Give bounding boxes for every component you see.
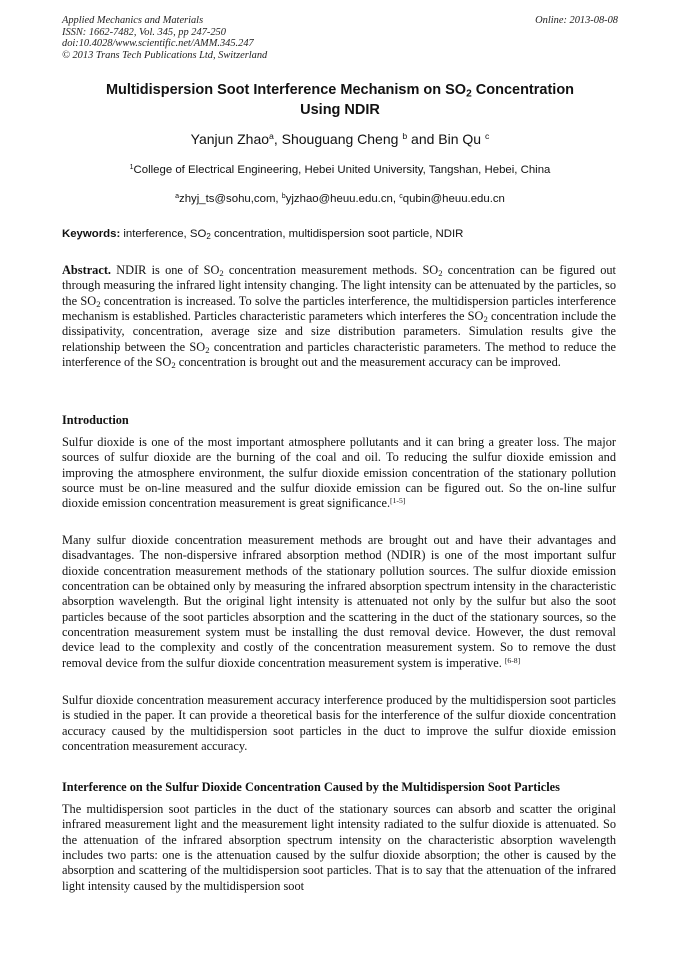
affiliation-mark: 1 — [129, 164, 134, 172]
keywords-label: Keywords: — [62, 228, 121, 240]
title-line-2: Using NDIR — [300, 102, 380, 118]
abstract-text: concentration measurement methods. SO — [223, 263, 439, 277]
email-2-mark: b — [281, 193, 286, 201]
introduction-paragraph-2 — [62, 533, 616, 671]
abstract-label: Abstract. — [62, 263, 112, 277]
so2-subscript: 2 — [171, 360, 176, 371]
so2-subscript: 2 — [438, 268, 443, 279]
so2-subscript: 2 — [96, 298, 101, 309]
online-date: Online: 2013-08-08 — [535, 15, 618, 26]
paragraph-text: Many sulfur dioxide concentration measurement methods are brought out and have their advantages and disadvantages. The non-dispersive infrared absorption method (NDIR) is one of the most important sulfur dioxide concentration measurement methods of the stationary pollution sources. The sulfur dioxide emission concentration can be obtained only by measuring the infrared absorption spectrum intensity in the characteristic absorption wavelength. But the original light intensity is attenuated not only by the sulfur but also the soot particles because of the soot particles absorption and the scattering in the duct of the stationary sources, so the concentration measurement system must be installing the dust removal device. However, the dust removal device lead to the complexity and costly of the concentration measurement system. So to remove the dust removal device from the sulfur dioxide concentration measurement system is imperative. — [62, 533, 616, 670]
author-3-mark: c — [484, 131, 490, 142]
affiliation — [62, 163, 618, 177]
keywords — [62, 227, 618, 241]
author-3: and Bin Qu — [407, 131, 485, 147]
keywords-text-1: interference, SO — [120, 228, 207, 240]
journal-header — [62, 15, 618, 61]
author-1: Yanjun Zhao — [190, 131, 270, 147]
journal-name: Applied Mechanics and Materials — [62, 15, 204, 26]
introduction-heading: Introduction — [62, 413, 129, 427]
doi-line: doi:10.4028/www.scientific.net/AMM.345.247 — [62, 38, 254, 50]
abstract-text: concentration is brought out and the measurement accuracy can be improved. — [175, 355, 561, 370]
email-3: qubin@heuu.edu.cn — [402, 193, 505, 205]
author-list — [62, 130, 618, 148]
section-2-paragraph — [62, 802, 616, 894]
introduction-paragraph-3 — [62, 693, 616, 754]
abstract-text: concentration can be figured out through measuring the infrared light intensity changing. The light intensity can be attenuated by the particles, so the SO — [62, 263, 616, 308]
author-2-mark: b — [402, 131, 408, 142]
abstract-text: NDIR is one of SO — [111, 263, 220, 277]
email-list — [62, 192, 618, 206]
abstract-text: concentration and particles characteristic parameters. The method to reduce the interference of the SO — [62, 339, 616, 370]
section-2-heading: Interference on the Sulfur Dioxide Concentration Caused by the Multidispersion Soot Particles — [62, 780, 560, 794]
abstract-text: concentration is increased. To solve the particles interference, the multidispersion particles interference mechanism is established. Particles characteristic parameters which interferes the SO — [62, 293, 616, 324]
abstract — [62, 263, 616, 370]
affiliation-text: College of Electrical Engineering, Hebei United University, Tangshan, Hebei, China — [133, 164, 551, 176]
issn-line: ISSN: 1662-7482, Vol. 345, pp 247-250 — [62, 26, 226, 38]
copyright-line: © 2013 Trans Tech Publications Ltd, Switzerland — [62, 49, 268, 61]
citation: [1-5] — [390, 496, 406, 506]
keywords-subscript: 2 — [206, 231, 211, 241]
abstract-text: concentration include the dissipativity, concentration, average size and size distribution parameters. Simulation results give the relationship between the SO — [62, 309, 616, 354]
keywords-text-2: concentration, multidispersion soot particle, NDIR — [210, 228, 464, 240]
paragraph-text: The multidispersion soot particles in the duct of the stationary sources can absorb and scatter the original infrared measurement light and the measurement light intensity radiated to the sulfur dioxide is attenuated. So the attenuation of the infrared absorption spectrum intensity on the characteristic absorption wavelength includes two parts: one is the attenuation caused by the sulfur dioxide absorption; the other is caused by the absorption and scattering of the multidispersion soot particles. That is to say that the attenuation of the infrared light intensity caused by the multidispersion soot — [62, 802, 616, 893]
email-2: yjzhao@heuu.edu.cn, — [285, 193, 400, 205]
title-subscript: 2 — [466, 88, 472, 100]
email-1: zhyj_ts@sohu,com, — [179, 193, 282, 205]
introduction-paragraph-1 — [62, 435, 616, 512]
email-1-mark: a — [175, 193, 180, 201]
citation: [6-8] — [504, 655, 521, 665]
email-3-mark: c — [399, 193, 403, 201]
so2-subscript: 2 — [205, 344, 210, 355]
title-part-1: Multidispersion Soot Interference Mechanism on SO — [105, 82, 467, 98]
so2-subscript: 2 — [483, 314, 488, 325]
paragraph-text: Sulfur dioxide is one of the most important atmosphere pollutants and it can bring a greater loss. The major sources of sulfur dioxide are the burning of the coal and oil. To reducing the sulfur dioxide emission and improving the atmosphere environment, the sulfur dioxide emission concentration of the stationary pollution source must be on-line measured and the sulfur dioxide emission can be figured out. So the on-line sulfur dioxide emission concentration measurement is great significance. — [62, 435, 616, 511]
author-2: , Shouguang Cheng — [273, 131, 403, 147]
author-1-mark: a — [269, 131, 274, 142]
paper-title — [62, 80, 618, 120]
title-part-2: Concentration — [471, 82, 575, 98]
so2-subscript: 2 — [219, 268, 224, 279]
paragraph-text: Sulfur dioxide concentration measurement accuracy interference produced by the multidispersion soot particles is studied in the paper. It can provide a theoretical basis for the interference of the sulfur dioxide concentration accuracy caused by the multidispersion soot particles in the duct to improve the sulfur dioxide emission concentration measurement accuracy. — [62, 693, 616, 754]
